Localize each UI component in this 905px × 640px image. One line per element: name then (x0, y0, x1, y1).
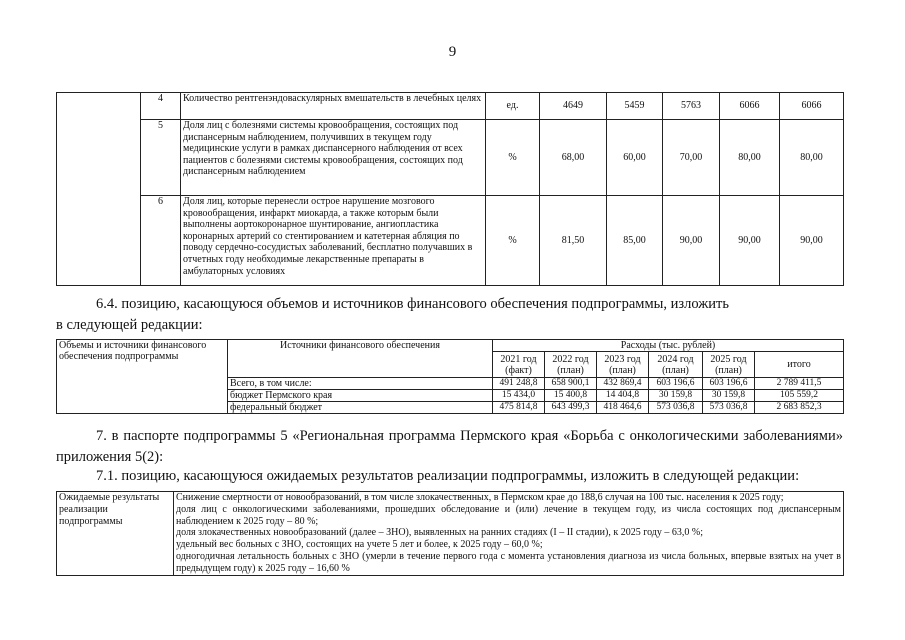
table-row (57, 492, 844, 576)
value-cell: 6066 (720, 93, 780, 120)
financing-table (56, 339, 844, 414)
indicator-name: Количество рентгенэндоваскулярных вмешательств в лечебных целях (181, 93, 486, 120)
value-cell: 90,00 (720, 196, 780, 286)
indicator-name: Доля лиц с болезнями системы кровообращения, состоящих под диспансерным наблюдением, получивших в текущем году медицинские услуги в рамках диспансерного наблюдения от всех пациентов с болезнями системы кровообращения, состоящих под диспансерным наблюдением (181, 120, 486, 196)
value-cell: 80,00 (720, 120, 780, 196)
results-label: Ожидаемые результаты реализации подпрограммы (57, 492, 174, 576)
table-cell-empty (57, 93, 141, 286)
value-cell: 6066 (780, 93, 844, 120)
table-row (57, 196, 844, 286)
result-item: Снижение смертности от новообразований, в том числе злокачественных, в Пермском крае до 188,6 случая на 100 тыс. населения к 2025 году; (176, 492, 784, 503)
page-number: 9 (448, 44, 457, 60)
paragraph-7 (56, 426, 843, 468)
row-number: 4 (141, 93, 181, 120)
paragraph-text: 7. в паспорте подпрограммы 5 «Региональная программа Пермского края «Борьба с онкологическими заболеваниями» приложения 5(2): (56, 428, 843, 465)
value-cell: 603 196,6 (703, 378, 755, 390)
table-row (57, 120, 844, 196)
value-cell: 418 464,6 (597, 402, 649, 414)
unit-cell: % (486, 196, 540, 286)
value-cell: 70,00 (663, 120, 720, 196)
value-cell: 14 404,8 (597, 390, 649, 402)
paragraph-7-1 (56, 466, 843, 487)
source-name: федеральный бюджет (228, 402, 493, 414)
result-item: доля лиц с онкологическими заболеваниями, прошедших обследование и (или) лечение в текущем году, из числа состоящих под диспансерным наблюдением к 2025 году – 80 %; (176, 503, 841, 527)
value-cell: 30 159,8 (649, 390, 703, 402)
result-item: удельный вес больных с ЗНО, состоящих на учете 5 лет и более, к 2025 году – 60,0 %; (176, 539, 543, 551)
value-cell: 90,00 (780, 196, 844, 286)
result-item: одногодичная летальность больных с ЗНО (умерли в течение первого года с момента установления диагноза из числа больных, впервые взятых на учет в предыдущем году) к 2025 году – 16,60 % (176, 550, 841, 574)
value-cell: 81,50 (540, 196, 607, 286)
value-cell: 2 789 411,5 (755, 378, 844, 390)
value-cell: 491 248,8 (493, 378, 545, 390)
unit-cell: % (486, 120, 540, 196)
paragraph-line: в следующей редакции: (56, 317, 203, 333)
value-cell: 105 559,2 (755, 390, 844, 402)
indicator-name: Доля лиц, которые перенесли острое нарушение мозгового кровообращения, инфаркт миокарда, а также которым были выполнены аортокоронарное шунтирование, ангиопластика коронарных артерий со стентированием и катетерная абляция по поводу сердечно-сосудистых заболеваний, бесплатно получавших в отчетных году необходимые лекарственные препараты в амбулаторных условиях (181, 196, 486, 286)
financing-label: Объемы и источники финансового обеспечения подпрограммы (57, 340, 228, 414)
value-cell: 85,00 (607, 196, 663, 286)
year-header: 2022 год (план) (545, 352, 597, 378)
expected-results-table (56, 491, 844, 576)
value-cell: 90,00 (663, 196, 720, 286)
value-cell: 573 036,8 (649, 402, 703, 414)
source-name: бюджет Пермского края (228, 390, 493, 402)
value-cell: 30 159,8 (703, 390, 755, 402)
expenses-header: Расходы (тыс. рублей) (493, 340, 844, 352)
value-cell: 60,00 (607, 120, 663, 196)
value-cell: 2 683 852,3 (755, 402, 844, 414)
source-name: Всего, в том числе: (228, 378, 493, 390)
row-number: 6 (141, 196, 181, 286)
total-header: итого (755, 352, 844, 378)
row-number: 5 (141, 120, 181, 196)
value-cell: 643 499,3 (545, 402, 597, 414)
indicators-table (56, 92, 844, 286)
paragraph-line: 6.4. позицию, касающуюся объемов и источников финансового обеспечения подпрограммы, изложить (96, 296, 729, 312)
value-cell: 68,00 (540, 120, 607, 196)
result-item: доля злокачественных новообразований (далее – ЗНО), выявленных на ранних стадиях (I – II стадии), к 2025 году – 63,0 %; (176, 527, 703, 539)
paragraph-text: 7.1. позицию, касающуюся ожидаемых результатов реализации подпрограммы, изложить в следующей редакции: (96, 468, 800, 484)
year-header: 2021 год (факт) (493, 352, 545, 378)
sources-header: Источники финансового обеспечения (228, 340, 493, 378)
value-cell: 573 036,8 (703, 402, 755, 414)
value-cell: 5763 (663, 93, 720, 120)
value-cell: 15 434,0 (493, 390, 545, 402)
value-cell: 80,00 (780, 120, 844, 196)
value-cell: 5459 (607, 93, 663, 120)
table-row (57, 340, 844, 352)
value-cell: 603 196,6 (649, 378, 703, 390)
table-row (57, 93, 844, 120)
value-cell: 4649 (540, 93, 607, 120)
value-cell: 15 400,8 (545, 390, 597, 402)
year-header: 2025 год (план) (703, 352, 755, 378)
value-cell: 432 869,4 (597, 378, 649, 390)
value-cell: 475 814,8 (493, 402, 545, 414)
year-header: 2023 год (план) (597, 352, 649, 378)
value-cell: 658 900,1 (545, 378, 597, 390)
paragraph-6-4 (56, 294, 843, 336)
unit-cell: ед. (486, 93, 540, 120)
year-header: 2024 год (план) (649, 352, 703, 378)
results-list (174, 492, 844, 576)
